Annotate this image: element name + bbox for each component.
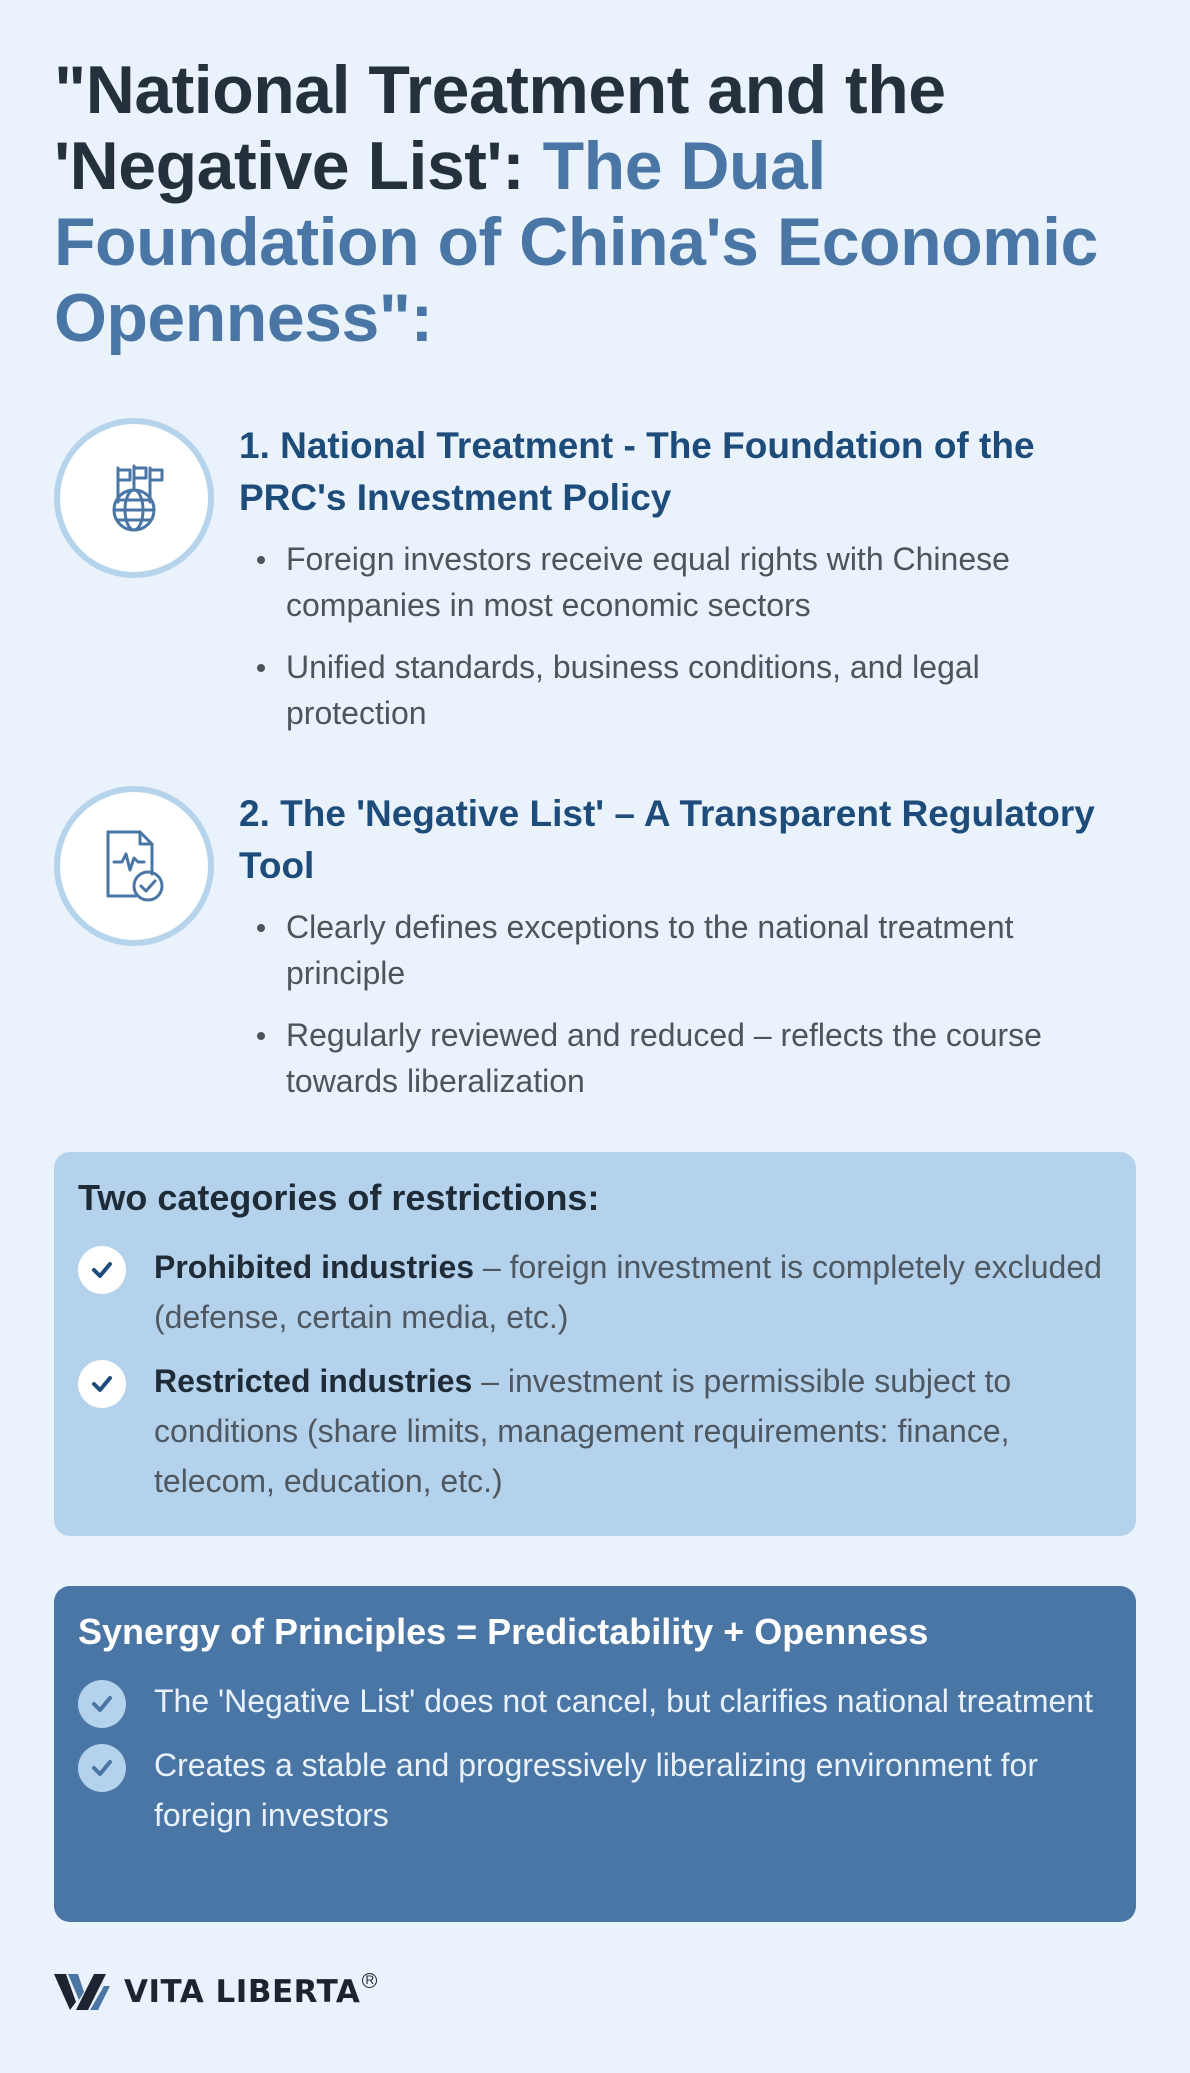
restriction-label: Prohibited industries bbox=[154, 1249, 475, 1285]
checkmark-icon bbox=[78, 1680, 126, 1728]
page-title bbox=[54, 52, 1114, 356]
checkmark-icon bbox=[78, 1246, 126, 1294]
checkmark-icon bbox=[78, 1744, 126, 1792]
section-icon-circle bbox=[54, 786, 214, 946]
list-item: Regularly reviewed and reduced – reflects the course towards liberalization bbox=[286, 1012, 1126, 1104]
title-accent: The Dual Foundation of China's Economic Openness": bbox=[54, 128, 1098, 356]
restrictions-title: Two categories of restrictions: bbox=[78, 1177, 600, 1218]
document-check-icon bbox=[98, 826, 170, 906]
restriction-text: – investment is permissible subject to conditions (share limits, management requirements: finance, telecom, education, etc.) bbox=[154, 1363, 1012, 1499]
brand-name: VITA LIBERTA bbox=[124, 1974, 361, 2010]
bullet-list bbox=[286, 904, 1126, 1120]
section-icon-circle bbox=[54, 418, 214, 578]
brand-logo bbox=[54, 1972, 377, 2012]
synergy-title: Synergy of Principles = Predictability + Openness bbox=[78, 1611, 929, 1652]
vita-liberta-logo-icon bbox=[54, 1972, 110, 2012]
globe-flags-icon bbox=[94, 458, 174, 538]
bullet-list bbox=[286, 536, 1126, 752]
restriction-item bbox=[78, 1242, 1112, 1342]
list-item: Foreign investors receive equal rights with Chinese companies in most economic sectors bbox=[286, 536, 1126, 628]
restriction-item bbox=[78, 1356, 1112, 1506]
synergy-item bbox=[78, 1676, 1112, 1726]
restriction-label: Restricted industries bbox=[154, 1363, 473, 1399]
restrictions-box bbox=[54, 1152, 1136, 1536]
list-item: Unified standards, business conditions, and legal protection bbox=[286, 644, 1126, 736]
synergy-text: The 'Negative List' does not cancel, but clarifies national treatment bbox=[154, 1683, 1093, 1719]
section-heading: 1. National Treatment - The Foundation of the PRC's Investment Policy bbox=[239, 425, 1035, 518]
section-heading: 2. The 'Negative List' – A Transparent Regulatory Tool bbox=[239, 793, 1095, 886]
checkmark-icon bbox=[78, 1360, 126, 1408]
title-main: "National Treatment and the 'Negative List': bbox=[54, 52, 946, 204]
registered-mark: R bbox=[362, 1973, 377, 1988]
synergy-box bbox=[54, 1586, 1136, 1922]
synergy-text: Creates a stable and progressively liberalizing environment for foreign investors bbox=[154, 1747, 1038, 1833]
restriction-text: – foreign investment is completely excluded (defense, certain media, etc.) bbox=[154, 1249, 1102, 1335]
list-item: Clearly defines exceptions to the national treatment principle bbox=[286, 904, 1126, 996]
synergy-item bbox=[78, 1740, 1112, 1840]
